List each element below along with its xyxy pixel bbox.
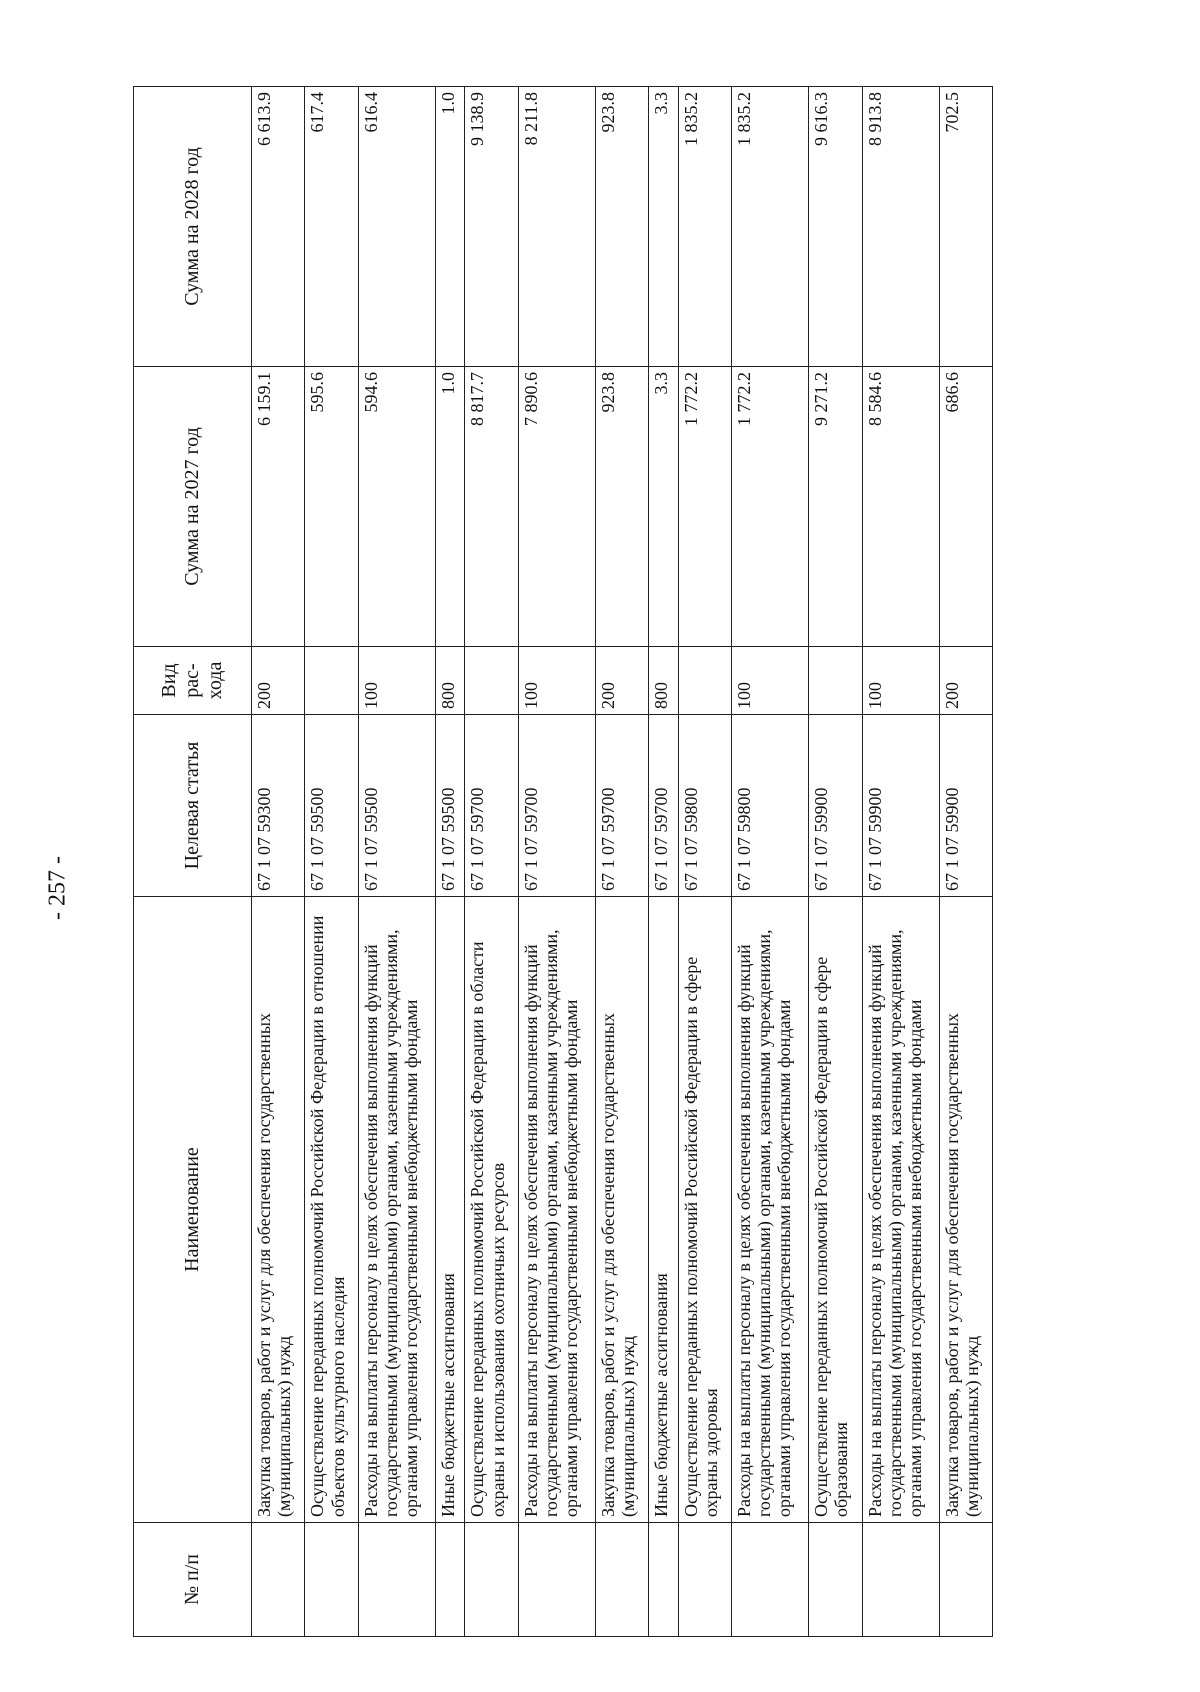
cell-sum-2028: 8 211.8 xyxy=(518,87,595,367)
cell-name: Расходы на выплаты персоналу в целях обеспечения выполнения функций государственными (муниципальными) органами, казенными учреждениями, органами управления государственными внебюджетными фондами xyxy=(862,897,939,1523)
header-code: Целевая статья xyxy=(134,715,252,897)
cell-code: 67 1 07 59700 xyxy=(465,715,518,897)
cell-kind: 100 xyxy=(862,647,939,715)
cell-code: 67 1 07 59800 xyxy=(732,715,809,897)
cell-num xyxy=(649,1523,679,1637)
cell-code: 67 1 07 59300 xyxy=(252,715,305,897)
cell-sum-2027: 8 584.6 xyxy=(862,367,939,647)
cell-kind: 100 xyxy=(732,647,809,715)
cell-sum-2028: 8 913.8 xyxy=(862,87,939,367)
cell-sum-2027: 8 817.7 xyxy=(465,367,518,647)
cell-num xyxy=(252,1523,305,1637)
cell-sum-2027: 1.0 xyxy=(435,367,465,647)
table-row xyxy=(809,87,862,1637)
table-row xyxy=(252,87,305,1637)
cell-name: Закупка товаров, работ и услуг для обеспечения государственных (муниципальных) нужд xyxy=(595,897,648,1523)
budget-table xyxy=(133,86,993,1637)
cell-sum-2027: 594.6 xyxy=(358,367,435,647)
header-sum-2028: Сумма на 2028 год xyxy=(134,87,252,367)
cell-sum-2027: 7 890.6 xyxy=(518,367,595,647)
page-number: - 257 - xyxy=(44,856,71,920)
cell-code: 67 1 07 59500 xyxy=(435,715,465,897)
cell-num xyxy=(358,1523,435,1637)
cell-sum-2027: 595.6 xyxy=(305,367,358,647)
cell-sum-2028: 1.0 xyxy=(435,87,465,367)
cell-sum-2028: 702.5 xyxy=(939,87,992,367)
cell-code: 67 1 07 59700 xyxy=(649,715,679,897)
table-row xyxy=(649,87,679,1637)
cell-name: Осуществление переданных полномочий Российской Федерации в сфере охраны здоровья xyxy=(678,897,731,1523)
table-header-row xyxy=(134,87,252,1637)
cell-sum-2027: 9 271.2 xyxy=(809,367,862,647)
cell-kind: 800 xyxy=(435,647,465,715)
cell-sum-2028: 6 613.9 xyxy=(252,87,305,367)
cell-sum-2028: 616.4 xyxy=(358,87,435,367)
cell-num xyxy=(678,1523,731,1637)
table-row xyxy=(435,87,465,1637)
cell-name: Расходы на выплаты персоналу в целях обеспечения выполнения функций государственными (муниципальными) органами, казенными учреждениями, органами управления государственными внебюджетными фондами xyxy=(518,897,595,1523)
cell-sum-2028: 617.4 xyxy=(305,87,358,367)
header-kind: Вид рас-хода xyxy=(134,647,252,715)
cell-sum-2028: 1 835.2 xyxy=(732,87,809,367)
cell-num xyxy=(518,1523,595,1637)
cell-sum-2027: 3.3 xyxy=(649,367,679,647)
cell-code: 67 1 07 59900 xyxy=(862,715,939,897)
cell-kind: 800 xyxy=(649,647,679,715)
cell-name: Осуществление переданных полномочий Российской Федерации в сфере образования xyxy=(809,897,862,1523)
cell-kind xyxy=(465,647,518,715)
cell-sum-2028: 9 138.9 xyxy=(465,87,518,367)
cell-sum-2027: 6 159.1 xyxy=(252,367,305,647)
table-row xyxy=(939,87,992,1637)
cell-num xyxy=(939,1523,992,1637)
cell-kind: 200 xyxy=(252,647,305,715)
header-num: № п/п xyxy=(134,1523,252,1637)
cell-num xyxy=(732,1523,809,1637)
cell-name: Расходы на выплаты персоналу в целях обеспечения выполнения функций государственными (муниципальными) органами, казенными учреждениями, органами управления государственными внебюджетными фондами xyxy=(358,897,435,1523)
cell-num xyxy=(305,1523,358,1637)
cell-name: Иные бюджетные ассигнования xyxy=(435,897,465,1523)
cell-num xyxy=(809,1523,862,1637)
cell-sum-2027: 1 772.2 xyxy=(678,367,731,647)
rotated-table-container xyxy=(133,87,993,1637)
cell-sum-2028: 923.8 xyxy=(595,87,648,367)
cell-code: 67 1 07 59700 xyxy=(518,715,595,897)
cell-name: Осуществление переданных полномочий Российской Федерации в отношении объектов культурного наследия xyxy=(305,897,358,1523)
cell-num xyxy=(595,1523,648,1637)
table-row xyxy=(862,87,939,1637)
table-row xyxy=(595,87,648,1637)
cell-name: Закупка товаров, работ и услуг для обеспечения государственных (муниципальных) нужд xyxy=(252,897,305,1523)
table-row xyxy=(305,87,358,1637)
cell-kind xyxy=(809,647,862,715)
header-sum-2027: Сумма на 2027 год xyxy=(134,367,252,647)
cell-sum-2027: 1 772.2 xyxy=(732,367,809,647)
table-row xyxy=(678,87,731,1637)
cell-num xyxy=(435,1523,465,1637)
table-row xyxy=(358,87,435,1637)
cell-name: Закупка товаров, работ и услуг для обеспечения государственных (муниципальных) нужд xyxy=(939,897,992,1523)
cell-kind: 200 xyxy=(595,647,648,715)
cell-sum-2027: 686.6 xyxy=(939,367,992,647)
cell-num xyxy=(862,1523,939,1637)
cell-sum-2028: 9 616.3 xyxy=(809,87,862,367)
cell-kind: 100 xyxy=(358,647,435,715)
table-row xyxy=(518,87,595,1637)
cell-code: 67 1 07 59900 xyxy=(809,715,862,897)
cell-sum-2027: 923.8 xyxy=(595,367,648,647)
table-row xyxy=(732,87,809,1637)
cell-kind: 100 xyxy=(518,647,595,715)
cell-code: 67 1 07 59900 xyxy=(939,715,992,897)
cell-sum-2028: 1 835.2 xyxy=(678,87,731,367)
cell-sum-2028: 3.3 xyxy=(649,87,679,367)
cell-code: 67 1 07 59800 xyxy=(678,715,731,897)
cell-code: 67 1 07 59700 xyxy=(595,715,648,897)
cell-name: Иные бюджетные ассигнования xyxy=(649,897,679,1523)
cell-kind xyxy=(305,647,358,715)
cell-code: 67 1 07 59500 xyxy=(358,715,435,897)
header-name: Наименование xyxy=(134,897,252,1523)
cell-kind xyxy=(678,647,731,715)
cell-kind: 200 xyxy=(939,647,992,715)
cell-name: Осуществление переданных полномочий Российской Федерации в области охраны и использования охотничьих ресурсов xyxy=(465,897,518,1523)
cell-name: Расходы на выплаты персоналу в целях обеспечения выполнения функций государственными (муниципальными) органами, казенными учреждениями, органами управления государственными внебюджетными фондами xyxy=(732,897,809,1523)
cell-num xyxy=(465,1523,518,1637)
cell-code: 67 1 07 59500 xyxy=(305,715,358,897)
table-row xyxy=(465,87,518,1637)
